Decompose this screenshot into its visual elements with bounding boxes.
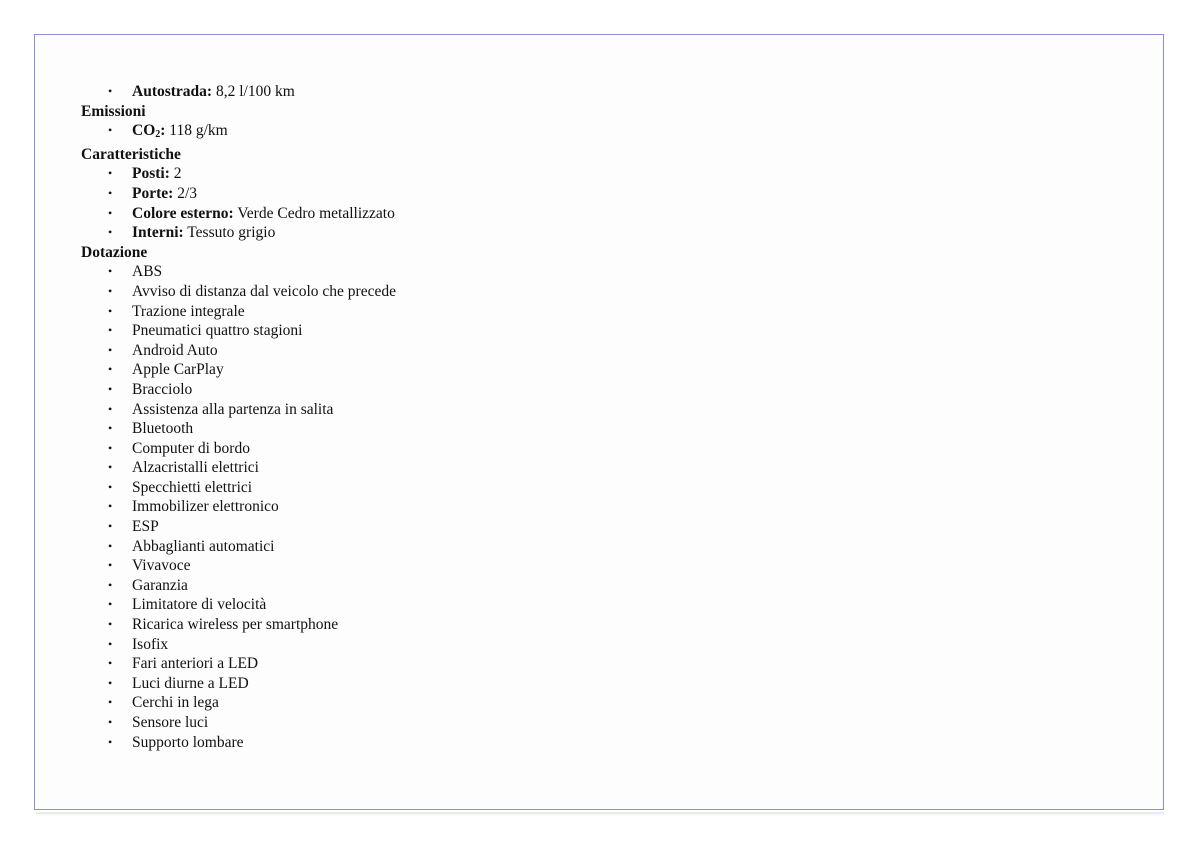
bullet: • bbox=[108, 734, 113, 749]
co2-suffix: : bbox=[160, 122, 166, 140]
list-item bbox=[81, 478, 781, 498]
equipment-item-label: Computer di bordo bbox=[132, 439, 250, 457]
equipment-item-label: Abbaglianti automatici bbox=[132, 537, 275, 555]
spec-value: Verde Cedro metallizzato bbox=[237, 204, 395, 222]
equipment-item-label: Garanzia bbox=[132, 576, 188, 594]
section-heading-features: Caratteristiche bbox=[81, 145, 181, 163]
section-heading-equipment: Dotazione bbox=[81, 243, 148, 261]
co2-prefix: CO bbox=[132, 122, 156, 140]
equipment-item-label: Assistenza alla partenza in salita bbox=[132, 400, 334, 418]
list-item bbox=[81, 400, 781, 420]
list-item bbox=[81, 204, 781, 224]
equipment-item-label: Avviso di distanza dal veicolo che precede bbox=[132, 282, 396, 300]
equipment-item-label: Bracciolo bbox=[132, 380, 193, 398]
bullet: • bbox=[108, 225, 113, 240]
bullet: • bbox=[108, 675, 113, 690]
bullet: • bbox=[108, 656, 113, 671]
equipment-item-label: Apple CarPlay bbox=[132, 361, 224, 379]
fuel-list bbox=[81, 82, 781, 102]
spec-label: Interni: bbox=[132, 224, 184, 242]
bullet: • bbox=[108, 577, 113, 592]
bullet: • bbox=[108, 166, 113, 181]
equipment-list bbox=[81, 262, 781, 752]
bullet: • bbox=[108, 303, 113, 318]
list-item bbox=[81, 654, 781, 674]
equipment-item-label: Luci diurne a LED bbox=[132, 674, 249, 692]
bullet: • bbox=[108, 283, 113, 298]
bullet: • bbox=[108, 185, 113, 200]
list-item bbox=[81, 693, 781, 713]
list-item bbox=[81, 262, 781, 282]
list-item bbox=[81, 576, 781, 596]
list-item bbox=[81, 713, 781, 733]
bullet: • bbox=[108, 440, 113, 455]
list-item bbox=[81, 164, 781, 184]
equipment-item-label: ABS bbox=[132, 263, 163, 281]
list-item bbox=[81, 121, 781, 145]
equipment-item-label: Ricarica wireless per smartphone bbox=[132, 616, 339, 634]
equipment-item-label: Vivavoce bbox=[132, 557, 191, 575]
bullet: • bbox=[108, 84, 113, 98]
equipment-item-label: Sensore luci bbox=[132, 714, 209, 731]
list-item bbox=[81, 360, 781, 380]
bullet: • bbox=[108, 695, 113, 710]
page-shadow bbox=[36, 812, 1164, 816]
equipment-item-label: Pneumatici quattro stagioni bbox=[132, 322, 303, 340]
list-item bbox=[81, 674, 781, 694]
bullet: • bbox=[108, 499, 113, 514]
spec-value: 118 g/km bbox=[169, 122, 228, 140]
bullet: • bbox=[108, 597, 113, 612]
equipment-item-label: Limitatore di velocità bbox=[132, 596, 267, 614]
list-item bbox=[81, 556, 781, 576]
bullet: • bbox=[108, 460, 113, 475]
list-item bbox=[81, 537, 781, 557]
list-item bbox=[81, 517, 781, 537]
list-item bbox=[81, 223, 781, 243]
equipment-item-label: ESP bbox=[132, 518, 159, 536]
document-content bbox=[81, 82, 781, 752]
list-item bbox=[81, 419, 781, 439]
list-item bbox=[81, 282, 781, 302]
list-item bbox=[81, 380, 781, 400]
list-item bbox=[81, 595, 781, 615]
bullet: • bbox=[108, 381, 113, 396]
list-item bbox=[81, 635, 781, 655]
bullet: • bbox=[108, 636, 113, 651]
list-item bbox=[81, 321, 781, 341]
list-item bbox=[81, 302, 781, 322]
bullet: • bbox=[108, 323, 113, 338]
section-heading-emissions: Emissioni bbox=[81, 102, 146, 120]
list-item bbox=[81, 458, 781, 478]
list-item bbox=[81, 184, 781, 204]
bullet: • bbox=[108, 362, 113, 377]
bullet: • bbox=[108, 421, 113, 436]
equipment-item-label: Specchietti elettrici bbox=[132, 478, 253, 496]
equipment-item-label: Immobilizer elettronico bbox=[132, 498, 279, 516]
spec-value: Tessuto grigio bbox=[187, 224, 276, 242]
list-item bbox=[81, 82, 781, 102]
list-item bbox=[81, 497, 781, 517]
equipment-item-label: Cerchi in lega bbox=[132, 694, 219, 712]
bullet: • bbox=[108, 205, 113, 220]
equipment-item-label: Isofix bbox=[132, 635, 169, 653]
spec-value: 2 bbox=[173, 165, 182, 183]
list-item bbox=[81, 341, 781, 361]
features-list bbox=[81, 164, 781, 242]
spec-label: Colore esterno: bbox=[132, 204, 234, 222]
bullet: • bbox=[108, 264, 113, 279]
co2-subscript: 2 bbox=[155, 129, 161, 141]
list-item bbox=[81, 615, 781, 635]
bullet: • bbox=[108, 519, 113, 534]
bullet: • bbox=[108, 715, 113, 729]
spec-label bbox=[132, 122, 165, 139]
list-item bbox=[81, 733, 781, 753]
bullet: • bbox=[108, 479, 113, 494]
bullet: • bbox=[108, 617, 113, 632]
equipment-item-label: Android Auto bbox=[132, 341, 218, 359]
emissions-list bbox=[81, 121, 781, 145]
equipment-item-label: Bluetooth bbox=[132, 420, 194, 438]
spec-label: Posti: bbox=[132, 165, 170, 183]
spec-label: Porte: bbox=[132, 184, 174, 202]
equipment-item-label: Alzacristalli elettrici bbox=[132, 459, 259, 477]
bullet: • bbox=[108, 123, 113, 138]
bullet: • bbox=[108, 342, 113, 357]
bullet: • bbox=[108, 558, 113, 573]
equipment-item-label: Trazione integrale bbox=[132, 302, 245, 320]
equipment-item-label: Fari anteriori a LED bbox=[132, 655, 259, 673]
bullet: • bbox=[108, 401, 113, 416]
bullet: • bbox=[108, 538, 113, 553]
spec-value: 2/3 bbox=[177, 184, 197, 202]
spec-label: Autostrada: bbox=[132, 83, 213, 100]
equipment-item-label: Supporto lombare bbox=[132, 733, 244, 751]
list-item bbox=[81, 439, 781, 459]
spec-value: 8,2 l/100 km bbox=[215, 83, 295, 100]
